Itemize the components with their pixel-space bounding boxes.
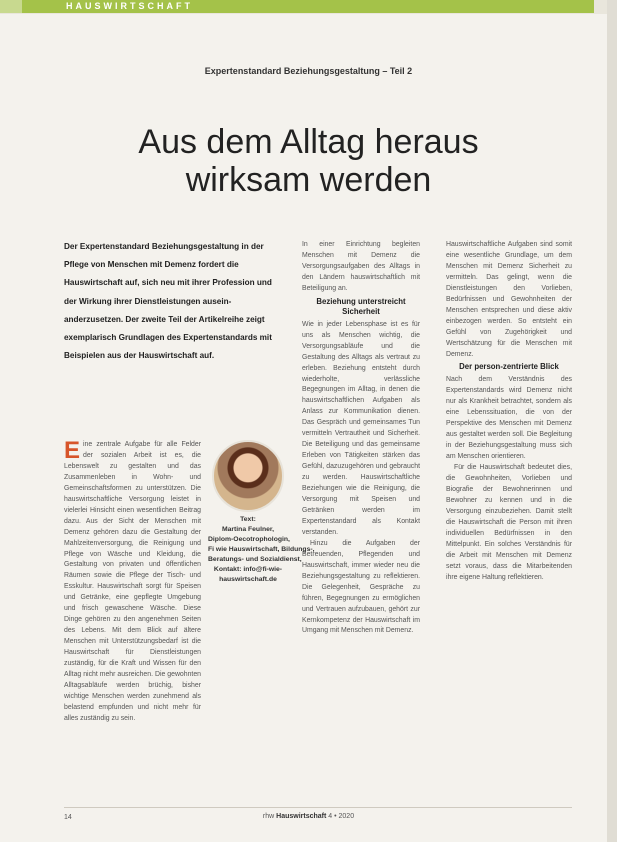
kicker: Expertenstandard Beziehungsgestaltung – Teil 2 [204,66,413,76]
credit-contact: Kontakt: info@fi-wie- [213,566,283,573]
section-band [20,0,594,13]
column-2-p3: Hinzu die Aufgaben der Betreuenden, Pflegenden und Hauswirtschaft, immer wieder neu die Beziehungsgestaltung zu reflektieren. Die Gelegenheit, Gespräche zu führen, Begegnungen zu ermöglichen und Vertrauen aufzubauen, gehört zur Kernkompetenz der Hauswirtschaft im Umgang mit Menschen mit Demenz. [302,539,420,635]
column-1 [64,437,201,725]
column-2-heading: Beziehung unterstreicht Sicherheit [316,296,406,316]
credit-title: Diplom-Oecotrophologin, [208,536,290,543]
footer-brand-name: Hauswirtschaft [276,813,327,820]
column-1-text: ine zentrale Aufgabe für alle Felder der sozialen Arbeit ist es, die Lebenswelt zu gestalten und das Zusammenleben in Wohn- und Gemeinschaftsformen zu unterstützen. Die hauswirtschaftliche Versorgung leistet in vielerlei Hinsicht einen wesentlichen Beitrag dazu. Aus der Sicht der Menschen mit Demenz gehören dazu die Gestaltung der Mahlzeitenversorgung, die Reinigung und Pflege von Wäsche und Kleidung, die Gestaltung von privaten und öffentlichen Räumen sowie die Pflege der Tisch- und Esskultur. Hauswirtschaft sorgt für Speisen und Getränke, eine gepflegte Umgebung und frisch gewaschene Wäsche. Diese Dinge gehören zu den angenehmen Seiten des Lebens. Mit dem Blick auf ältere Menschen mit Unterstützungsbedarf ist die Hauswirtschaft für Dienstleistungen zuständig, für die Kraft und Wissen für den Alltag nicht mehr ausreichen. Die gewohnten Alltagsabläufe werden brüchig, bisher wichtige Menschen werden zunehmend als belastend empfunden und nicht mehr für alles zuständig zu sein. [64,441,201,722]
credit-name: Martina Feulner, [221,526,275,533]
column-3-p1: Hauswirtschaftliche Aufgaben sind somit eine wesentliche Grundlage, um dem Menschen mit Demenz Sicherheit zu vermitteln. Das gelingt, wenn die Dienstleistungen den Vorlieben, Bedürfnissen und Gewohnheiten der Menschen entsprechen und diese aktiv einbezogen werden. So entsteht ein Gefühl von Zugehörigkeit und Wertschätzung für die Menschen mit Demenz. [446,241,572,358]
column-3 [446,240,572,584]
section-label: HAUSWIRTSCHAFT [66,1,193,11]
footer-brand [0,813,617,820]
column-3-p3: Für die Hauswirtschaft bedeutet dies, die Gewohnheiten, Vorlieben und Biografie der Bewohnerinnen und Bewohner zu kennen und in die Versorgung einzubeziehen. Damit stellt die Hauswirtschaft die Person mit ihren individuellen Bedürfnissen in den Mittelpunkt. Ein solches Verständnis für die Arbeit mit Menschen mit Demenz setzt voraus, dass die Mitarbeitenden ihre eigene Haltung reflektieren. [446,464,572,581]
author-credit [208,515,315,585]
footer-divider [64,807,572,808]
credit-org-2: Beratungs- und Sozialdienst, [208,556,302,563]
title-line-1: Aus dem Alltag heraus [138,122,479,161]
column-2-p1: In einer Einrichtung begleiten Menschen mit Demenz die Versorgungsaufgaben des Alltags in den Ländern hauswirtschaftlich mit Beteiligung an. [302,241,420,292]
author-portrait [212,440,284,512]
credit-label: Text: [240,516,256,523]
page-title [0,123,617,199]
footer-brand-prefix: rhw [262,813,275,820]
section-tab [0,0,22,13]
column-2 [302,240,420,637]
column-2-p2: Wie in jeder Lebensphase ist es für uns als Menschen wichtig, die Versorgungsabläufe und die Gestaltung des Alltags als vertraut zu erleben. Beziehung entsteht durch wiederholte, verlässliche Begegnungen im Alltag, in denen die hauswirtschaftlichen Aufgaben als Anlass zur Kommunikation dienen. Das Gespräch und gemeinsames Tun vermitteln Vertrautheit und Sicherheit. Die Beteiligung und das gemeinsame Erleben von Tätigkeiten stärken das Gefühl, dazuzugehören und gebraucht zu werden. Hauswirtschaftliche Beziehungen wie die Reinigung, die Versorgung mit Speisen und Getränken werden im Expertenstandard als Kontakt verstanden. [302,320,420,536]
credit-org-1: Fi wie Hauswirtschaft, Bildungs-, [208,546,315,553]
title-line-2: wirksam werden [185,160,432,199]
credit-web: hauswirtschaft.de [219,576,277,583]
dropcap: E [64,437,81,464]
column-3-heading: Der person-zentrierte Blick [459,362,559,372]
column-3-p2: Nach dem Verständnis des Expertenstandards wird Demenz nicht nur als Krankheit betrachtet, sondern als eine Lebenssituation, die von der Perspektive des Menschen mit Demenz aus gestaltet werden soll. Die Begleitung in der Beziehungsgestaltung muss sich am Menschen orientieren. [446,376,572,461]
page-number: 14 [64,814,72,821]
intro-text: Der Expertenstandard Beziehungsgestaltung in der Pflege von Menschen mit Demenz fordert die Hauswirtschaft auf, sich neu mit ihrer Profession und der Wirkung ihrer Dienstleistungen auseinanderzusetzen. Der zweite Teil der Artikelreihe zeigt exemplarisch Grundlagen des Expertenstandards mit Beispielen aus der Hauswirtschaft auf. [64,242,272,361]
footer-issue: 4 • 2020 [328,813,355,820]
